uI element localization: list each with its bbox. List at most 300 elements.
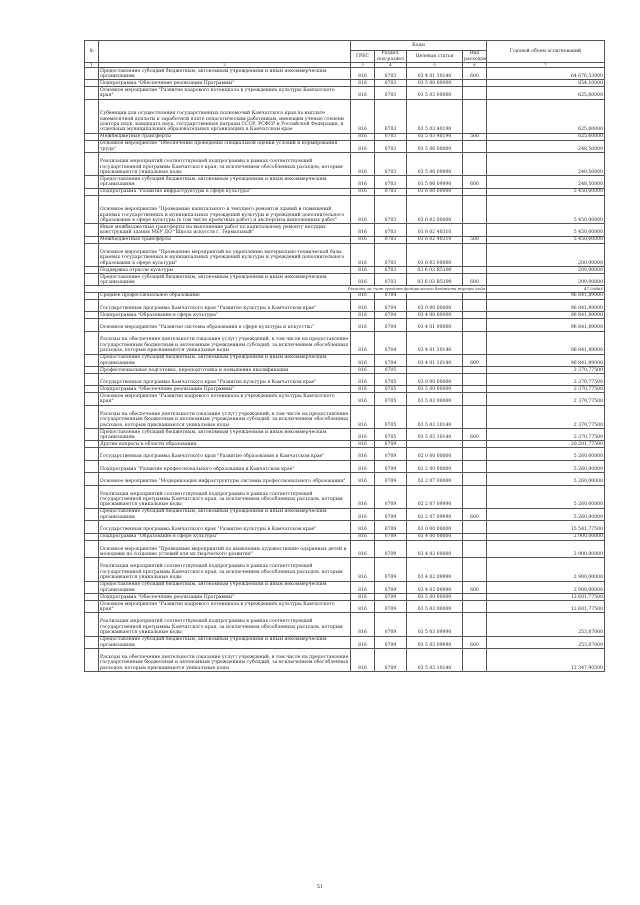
cell-section: 0709: [375, 558, 407, 581]
cell-section: 0705: [375, 367, 407, 374]
cell-exp-type: [463, 540, 487, 558]
cell-name: Подпрограмма "Развитие профессионального образования в Камчатском крае": [99, 460, 351, 472]
cell-grbs: 816: [351, 429, 375, 441]
cell-name: Государственная программа Камчатского края "Развитие культуры в Камчатском крае": [99, 374, 351, 386]
cell-name: Государственная программа Камчатского края "Развитие культуры в Камчатском крае": [99, 521, 351, 533]
table-row: [85, 299, 605, 311]
cell-target: 03 4 01 10140: [407, 331, 463, 354]
cell-name: Государственная программа Камчатского края "Развитие культуры в Камчатском крае": [99, 299, 351, 311]
cell-name: Межбюджетные трансферты: [99, 236, 351, 243]
cell-num: [85, 236, 99, 243]
cell-section: 0709: [375, 460, 407, 472]
table-body: [85, 68, 605, 672]
cell-name: Расходы на обеспечение деятельности (оказание услуг) учреждений, в том числе на предоставление государственным бюджетным и автономным учреждениям субсидий, за исключением обособленных расходов, которым присваиваются уникальные коды: [99, 331, 351, 354]
table-row: [85, 99, 605, 133]
cell-name: Среднее профессиональное образование: [99, 292, 351, 299]
cell-exp-type: [463, 600, 487, 612]
cell-target: 03 5 03 00000: [407, 600, 463, 612]
cell-exp-type: 600: [463, 354, 487, 366]
cell-exp-type: [463, 195, 487, 224]
cell-sum: 96 841,89000: [487, 331, 605, 354]
cell-num: [85, 153, 99, 176]
cell-sum: 253,87000: [487, 613, 605, 636]
cell-grbs: 816: [351, 473, 375, 485]
cell-section: 0703: [375, 195, 407, 224]
cell-target: [407, 292, 463, 299]
cell-exp-type: [463, 331, 487, 354]
cell-exp-type: 600: [463, 68, 487, 80]
cell-exp-type: 600: [463, 508, 487, 520]
cell-grbs: 816: [351, 540, 375, 558]
cell-sum: 625,60000: [487, 133, 605, 140]
cell-grbs: 816: [351, 319, 375, 331]
cell-grbs: 816: [351, 140, 375, 152]
cell-grbs: 816: [351, 441, 375, 448]
cell-target: 03 4 01 00000: [407, 319, 463, 331]
cell-sum: 12 601,77500: [487, 593, 605, 600]
cell-section: 0709: [375, 581, 407, 593]
cell-grbs: 816: [351, 648, 375, 671]
cell-name: Подпрограмма "Обеспечение реализации Программы": [99, 593, 351, 600]
header-exp-type: Вид расходов: [464, 51, 486, 62]
cell-name: Профессиональная подготовка, переподготовка и повышение квалификации: [99, 367, 351, 374]
cell-sum: 253,87000: [487, 636, 605, 648]
table-header: [85, 41, 605, 68]
cell-exp-type: [463, 648, 487, 671]
cell-name: Реализация мероприятий соответствующей подпрограммы в рамках соответствующей государственной программы Камчатского края, за исключением обособленных расходов, которым присваиваются уникальные коды: [99, 485, 351, 508]
cell-section: 0709: [375, 521, 407, 533]
cell-section: 0709: [375, 593, 407, 600]
cell-exp-type: 600: [463, 581, 487, 593]
cell-grbs: 816: [351, 195, 375, 224]
cell-target: 03 5 00 00000: [407, 386, 463, 393]
cell-grbs: 816: [351, 99, 375, 133]
header-target: Целевая статья: [407, 51, 463, 63]
cell-num: [85, 292, 99, 299]
table-row: [85, 176, 605, 188]
cell-exp-type: [463, 521, 487, 533]
cell-name: Предоставление субсидий бюджетным, автономным учреждениям и иным некоммерческим организациям: [99, 636, 351, 648]
table-row: [85, 87, 605, 99]
cell-sum: 200,00000: [487, 243, 605, 266]
cell-grbs: 816: [351, 448, 375, 460]
cell-grbs: 816: [351, 593, 375, 600]
cell-section: 0704: [375, 354, 407, 366]
cell-target: 03 5 06 09990: [407, 176, 463, 188]
cell-sum: 5 450,00000: [487, 188, 605, 195]
cell-grbs: 816: [351, 354, 375, 366]
cell-sum: 248,50000: [487, 140, 605, 152]
cell-grbs: 816: [351, 312, 375, 319]
cell-section: 0703: [375, 140, 407, 152]
cell-sum: 200,00000: [487, 273, 605, 285]
cell-num: [85, 374, 99, 386]
table-row: [85, 429, 605, 441]
table-row: [85, 485, 605, 508]
cell-num: [85, 80, 99, 87]
cell-num: [85, 581, 99, 593]
cell-grbs: 816: [351, 508, 375, 520]
table-row: [85, 448, 605, 460]
cell-section: 0709: [375, 636, 407, 648]
cell-target: 03 6 03 R5190: [407, 266, 463, 273]
cell-num: [85, 648, 99, 671]
table-row: [85, 243, 605, 266]
cell-num: [85, 266, 99, 273]
cell-exp-type: [463, 224, 487, 236]
cell-section: 0703: [375, 153, 407, 176]
cell-grbs: 816: [351, 153, 375, 176]
table-row: [85, 473, 605, 485]
table-row: [85, 613, 605, 636]
cell-target: 03 6 00 00000: [407, 188, 463, 195]
cell-num: [85, 195, 99, 224]
cell-exp-type: [463, 266, 487, 273]
cell-num: [85, 448, 99, 460]
cell-num: [85, 600, 99, 612]
cell-section: 0703: [375, 80, 407, 87]
cell-sum: 2 900,00000: [487, 533, 605, 540]
cell-num: [85, 319, 99, 331]
cell-exp-type: [463, 299, 487, 311]
table-row: [85, 331, 605, 354]
cell-name: Расходы на обеспечение деятельности (оказание услуг) учреждений, в том числе на предоставление государственным бюджетным и автономным учреждениям субсидий, за исключением обособленных расходов, которым присваиваются уникальные коды: [99, 405, 351, 428]
cell-grbs: 816: [351, 87, 375, 99]
cell-sum: 2 370,77500: [487, 393, 605, 405]
cell-exp-type: 500: [463, 236, 487, 243]
cell-exp-type: [463, 533, 487, 540]
cell-grbs: 816: [351, 558, 375, 581]
cell-exp-type: [463, 485, 487, 508]
cell-section: 0709: [375, 508, 407, 520]
cell-target: 03 5 03 09990: [407, 613, 463, 636]
cell-sum: 2 370,77500: [487, 374, 605, 386]
cell-sum: 625,60000: [487, 99, 605, 133]
cell-num: [85, 354, 99, 366]
cell-grbs: 816: [351, 176, 375, 188]
cell-num: [85, 99, 99, 133]
cell-exp-type: [463, 613, 487, 636]
cell-grbs: 816: [351, 80, 375, 87]
cell-name: Реализация мероприятий соответствующей подпрограммы в рамках соответствующей государственной программы Камчатского края, за исключением обособленных расходов, которым присваиваются уникальные коды: [99, 153, 351, 176]
cell-exp-type: [463, 441, 487, 448]
cell-exp-type: [463, 448, 487, 460]
cell-exp-type: [463, 367, 487, 374]
cell-target: 03 5 03 40190: [407, 133, 463, 140]
cell-grbs: 816: [351, 133, 375, 140]
cell-grbs: 816: [351, 581, 375, 593]
cell-sum: 2 370,77500: [487, 367, 605, 374]
table-row: [85, 581, 605, 593]
cell-grbs: 816: [351, 613, 375, 636]
cell-section: 0709: [375, 473, 407, 485]
cell-num: [85, 331, 99, 354]
cell-section: 0704: [375, 292, 407, 299]
cell-target: 03 6 03 R5190: [407, 273, 463, 285]
cell-target: 03 4 02 00000: [407, 540, 463, 558]
cell-num: [85, 68, 99, 80]
cell-target: 02 2 07 09990: [407, 508, 463, 520]
table-row: [85, 636, 605, 648]
table-row: [85, 133, 605, 140]
cell-target: 03 5 03 10140: [407, 429, 463, 441]
table-row: [85, 354, 605, 366]
cell-section: 0704: [375, 331, 407, 354]
cell-name: Основное мероприятие "Проведение капитального и текущего ремонтов зданий и помещений краевых государственных и муниципальных учреждений культуры и учреждений дополнительного образования в сфере культуры (в том числе проектных работ) и экспертиза выполненных работ": [99, 195, 351, 224]
cell-section: 0704: [375, 299, 407, 311]
table-row: [85, 273, 605, 285]
cell-exp-type: [463, 460, 487, 472]
cell-target: 03 5 03 00000: [407, 393, 463, 405]
cell-section: 0703: [375, 273, 407, 285]
cell-section: 0704: [375, 312, 407, 319]
table-row: [85, 140, 605, 152]
cell-name: Иные межбюджетные трансферты на выполнение работ по капитальному ремонту несущих конструкций здания МБУ ДО "Школа искусств г. Термальный": [99, 224, 351, 236]
cell-grbs: 816: [351, 374, 375, 386]
cell-num: [85, 485, 99, 508]
cell-num: [85, 140, 99, 152]
cell-target: 03 0 00 00000: [407, 521, 463, 533]
cell-section: 0705: [375, 393, 407, 405]
cell-exp-type: 600: [463, 636, 487, 648]
cell-sum: 64 676,53000: [487, 68, 605, 80]
cell-num: [85, 521, 99, 533]
cell-section: 0709: [375, 613, 407, 636]
cell-exp-type: [463, 243, 487, 266]
cell-sum: 5 260,00000: [487, 460, 605, 472]
cell-num: [85, 273, 99, 285]
cell-num: [85, 224, 99, 236]
cell-exp-type: 600: [463, 429, 487, 441]
cell-section: 0703: [375, 176, 407, 188]
cell-name: Предоставление субсидий бюджетным, автономным учреждениям и иным некоммерческим организациям: [99, 354, 351, 366]
cell-name: Предоставление субсидий бюджетным, автономным учреждениям и иным некоммерческим организациям: [99, 273, 351, 285]
table-row: [85, 195, 605, 224]
cell-name: Подпрограмма "Развитие инфраструктуры в сфере культуры": [99, 188, 351, 195]
cell-section: 0704: [375, 319, 407, 331]
cell-grbs: 816: [351, 405, 375, 428]
table-row: [85, 460, 605, 472]
cell-num: [85, 188, 99, 195]
cell-num: [85, 593, 99, 600]
cell-grbs: 816: [351, 266, 375, 273]
cell-grbs: 816: [351, 188, 375, 195]
cell-sum: 96 841,89000: [487, 354, 605, 366]
cell-sum: 47,59860: [487, 286, 605, 292]
cell-section: 0709: [375, 533, 407, 540]
header-codes: Коды: [351, 41, 487, 51]
cell-num: [85, 636, 99, 648]
cell-name: Расходы на обеспечение деятельности (оказание услуг) учреждений, в том числе на предоставление государственным бюджетным и автономным учреждениям субсидий, за исключением обособленных расходов, которым присваиваются уникальные коды: [99, 648, 351, 671]
table-row: [85, 441, 605, 448]
cell-grbs: 816: [351, 292, 375, 299]
cell-num: [85, 429, 99, 441]
cell-section: 0703: [375, 99, 407, 133]
cell-exp-type: [463, 319, 487, 331]
cell-grbs: 816: [351, 367, 375, 374]
cell-num: [85, 540, 99, 558]
cell-name: Предоставление субсидий бюджетным, автономным учреждениям и иным некоммерческим организациям: [99, 508, 351, 520]
cell-grbs: 816: [351, 386, 375, 393]
table-row: [85, 405, 605, 428]
cell-sum: 5 260,00000: [487, 508, 605, 520]
col-num: 3: [351, 63, 375, 68]
cell-name: Основное мероприятие "Развитие кадрового потенциала в учреждениях культуры Камчатского края": [99, 600, 351, 612]
cell-target: 03 5 03 10140: [407, 405, 463, 428]
cell-target: [407, 367, 463, 374]
col-num: 4: [375, 63, 407, 68]
cell-name: Подпрограмма "Обеспечение реализации Программы": [99, 386, 351, 393]
cell-section: 0703: [375, 266, 407, 273]
cell-section: 0705: [375, 374, 407, 386]
cell-name: Основное мероприятие "Модернизация инфраструктуры системы профессионального образования": [99, 473, 351, 485]
header-grbs: ГРБС: [351, 51, 375, 63]
cell-exp-type: 600: [463, 176, 487, 188]
cell-num: [85, 87, 99, 99]
cell-section: 0703: [375, 236, 407, 243]
cell-grbs: 816: [351, 243, 375, 266]
cell-num: [85, 613, 99, 636]
col-num: 2: [99, 63, 351, 68]
cell-target: 03 6 02 40310: [407, 224, 463, 236]
cell-name: Межбюджетные трансферты: [99, 133, 351, 140]
col-num: 6: [463, 63, 487, 68]
cell-exp-type: [463, 593, 487, 600]
cell-num: [85, 133, 99, 140]
table-row: [85, 593, 605, 600]
cell-section: 0709: [375, 600, 407, 612]
cell-grbs: 816: [351, 236, 375, 243]
cell-sum: 625,60000: [487, 87, 605, 99]
cell-target: 02 2 07 09990: [407, 485, 463, 508]
table-row: [85, 224, 605, 236]
cell-target: 03 0 00 00000: [407, 299, 463, 311]
table-row: [85, 508, 605, 520]
table-row: [85, 236, 605, 243]
cell-sum: 5 450,00000: [487, 195, 605, 224]
page-number: 51: [316, 884, 324, 890]
cell-grbs: 816: [351, 533, 375, 540]
cell-exp-type: [463, 393, 487, 405]
table-row: [85, 374, 605, 386]
table-row: [85, 292, 605, 299]
cell-section: 0705: [375, 386, 407, 393]
cell-name: Основное мероприятие "Проведение мероприятий по укреплению материально-технической базы краевых государственных и муниципальных учреждений культуры и учреждений дополнительного образования в сфере культуры": [99, 243, 351, 266]
cell-section: 0705: [375, 429, 407, 441]
cell-exp-type: [463, 386, 487, 393]
note-text: Расходы за счет средств федерального бюджета внутри кода: [85, 286, 487, 292]
col-num: 5: [407, 63, 463, 68]
cell-target: 03 5 03 10140: [407, 648, 463, 671]
cell-sum: 5 260,00000: [487, 448, 605, 460]
cell-section: 0703: [375, 87, 407, 99]
cell-name: Государственная программа Камчатского края "Развитие образования в Камчатском крае": [99, 448, 351, 460]
table-row: [85, 367, 605, 374]
cell-name: Основное мероприятие "Проведение мероприятий по выявлению художественно одаренных детей и молодежи по созданию условий для их творческого развития": [99, 540, 351, 558]
cell-grbs: 816: [351, 273, 375, 285]
cell-grbs: 816: [351, 521, 375, 533]
cell-num: [85, 176, 99, 188]
cell-exp-type: 500: [463, 133, 487, 140]
cell-sum: 20 201,77500: [487, 441, 605, 448]
cell-num: [85, 299, 99, 311]
cell-sum: 5 450,00000: [487, 236, 605, 243]
cell-sum: 12 601,77500: [487, 600, 605, 612]
cell-section: 0705: [375, 405, 407, 428]
budget-table: [84, 40, 605, 672]
header-sum: Годовой объем ассигнований: [487, 41, 605, 63]
cell-exp-type: [463, 405, 487, 428]
header-name: [99, 41, 351, 63]
cell-exp-type: [463, 140, 487, 152]
table-row: [85, 153, 605, 176]
cell-num: [85, 473, 99, 485]
cell-section: 0703: [375, 188, 407, 195]
header-num: №: [85, 41, 99, 63]
table-row: [85, 533, 605, 540]
cell-sum: 12 347,90500: [487, 648, 605, 671]
table-row: [85, 266, 605, 273]
cell-section: 0709: [375, 485, 407, 508]
cell-section: 0709: [375, 448, 407, 460]
cell-sum: 96 841,89000: [487, 319, 605, 331]
cell-sum: 248,50000: [487, 153, 605, 176]
cell-grbs: 816: [351, 485, 375, 508]
cell-section: 0709: [375, 540, 407, 558]
cell-sum: 96 841,89000: [487, 292, 605, 299]
cell-section: 0709: [375, 441, 407, 448]
cell-sum: 854,10000: [487, 80, 605, 87]
cell-num: [85, 405, 99, 428]
cell-num: [85, 508, 99, 520]
cell-target: 03 6 02 40310: [407, 236, 463, 243]
cell-grbs: 816: [351, 331, 375, 354]
cell-sum: 2 370,77500: [487, 386, 605, 393]
cell-target: 03 6 03 00000: [407, 243, 463, 266]
cell-exp-type: 600: [463, 273, 487, 285]
cell-section: 0703: [375, 133, 407, 140]
cell-sum: 5 260,00000: [487, 485, 605, 508]
table-row: [85, 558, 605, 581]
cell-sum: 96 841,89000: [487, 299, 605, 311]
cell-sum: 200,00000: [487, 266, 605, 273]
cell-target: 03 5 06 09990: [407, 153, 463, 176]
cell-exp-type: [463, 292, 487, 299]
cell-name: Основное мероприятие "Обеспечение проведения специальной оценки условий и нормирования труда": [99, 140, 351, 152]
table-row: [85, 540, 605, 558]
cell-name: Основное мероприятие "Развитие кадрового потенциала в учреждениях культуры Камчатского края": [99, 87, 351, 99]
cell-target: 03 4 02 09990: [407, 581, 463, 593]
cell-sum: 2 370,77500: [487, 429, 605, 441]
cell-sum: 2 370,77500: [487, 405, 605, 428]
cell-num: [85, 312, 99, 319]
cell-num: [85, 460, 99, 472]
cell-name: Поддержка отрасли культуры: [99, 266, 351, 273]
table-row: [85, 648, 605, 671]
cell-target: 02 2 07 00000: [407, 473, 463, 485]
header-section: Раздел, под-раздел: [375, 51, 407, 63]
cell-num: [85, 367, 99, 374]
cell-exp-type: [463, 473, 487, 485]
cell-target: 03 4 01 10140: [407, 68, 463, 80]
cell-name: Подпрограмма "Обеспечение реализации Программы": [99, 80, 351, 87]
cell-name: Реализация мероприятий соответствующей подпрограммы в рамках соответствующей государственной программы Камчатского края, за исключением обособленных расходов, которым присваиваются уникальные коды: [99, 613, 351, 636]
cell-grbs: 816: [351, 224, 375, 236]
cell-target: 02 2 00 00000: [407, 460, 463, 472]
cell-exp-type: [463, 188, 487, 195]
cell-exp-type: [463, 312, 487, 319]
table-row: [85, 312, 605, 319]
